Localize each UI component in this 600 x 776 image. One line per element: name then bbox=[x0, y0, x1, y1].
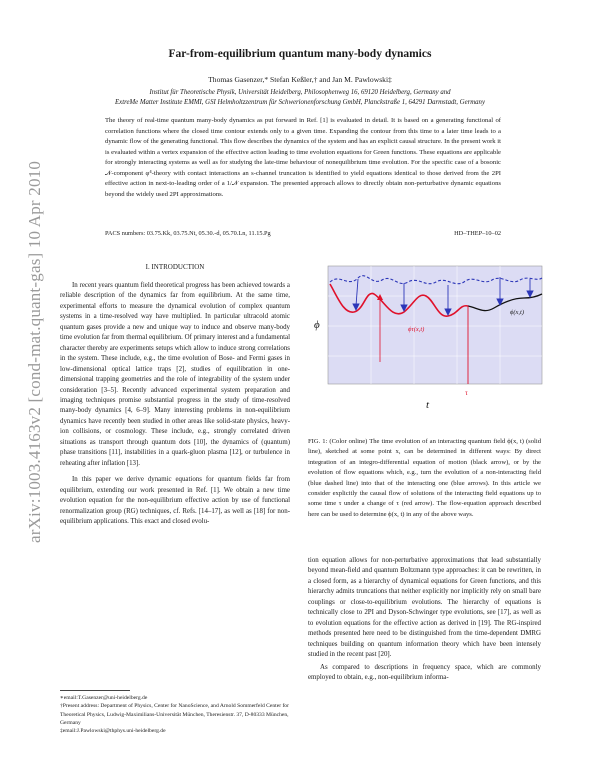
footnotes bbox=[60, 694, 290, 735]
y-axis-label: ϕ bbox=[314, 319, 320, 331]
paragraph: In this paper we derive dynamic equations for quantum fields far from equilibrium, extending our work presented in Ref. [1]. We obtain a new time evolution equation for the non-equilibrium effective action by use of functional renormalization group (RG) techniques, cf. Refs. [14–17], as well as [18] for non-equilibrium applications. This exact and closed evolu- bbox=[60, 476, 290, 525]
abstract: The theory of real-time quantum many-body dynamics as put forward in Ref. [1] is evaluated in detail. It is based on a generating functional of correlation functions where the closed time contour extends only to a given time. Expanding the contour from this time to a later time leads to a dynamic flow of the generating functional. This flow describes the dynamics of the system and has an explicit causal structure. In the present work it is evaluated within a vertex expansion of the effective action leading to time evolution equations for Green functions. These equations are applicable for strongly interacting systems as well as for studying the late-time behaviour of nonequilibrium time evolution. For the specific case of a bosonic 𝒩-component φ⁴-theory with contact interactions an s-channel truncation is identified to yield equations identical to those derived from the 2PI effective action in next-to-leading order of a 1/𝒩 expansion. The presented approach allows to directly obtain non-perturbative dynamic equations beyond the widely used 2PI approximations. bbox=[105, 117, 501, 198]
affiliation-emmi: ExtreMe Matter Institute EMMI, GSI Helmholtzzentrum für Schwerionenforschung GmbH, Planckstraße 1, 64291 Darmstadt, Germany bbox=[115, 99, 485, 106]
right-column bbox=[308, 556, 541, 683]
paragraph: In recent years quantum field theoretical progress has been achieved towards a reliable description of the dynamics far from equilibrium. At the same time, experimental efforts to measure the dynamical evolution of complex quantum systems in a time-resolved way have multiplied. In particular ultracold atomic quantum gases provide a new and unique way to induce and observe many-body time evolution far from thermal equilibrium. Of primary interest and a fundamental character thereby are experiments setups which allow to induce strong correlations in the system. These include, e.g., the time evolution of Bose- and Fermi gases in low-dimensional optical lattice traps [2], studies of equilibration in one-dimensional trapping geometries and the role of integrability of the system under consideration [3–5]. Recently advanced experimental system preparation and imaging techniques promise substantial progress in the study of time-resolved many-body dynamics [4, 6–9]. Many interesting problems in non-equilibrium dynamics have recently been studied in other areas like solid-state physics, heavy-ion collisions, or cosmology. These include, e.g., strongly correlated driven situations as transport through quantum dots [10], the dynamics of (quantum) phase transitions [11], instabilities in a quark-gluon plasma [12], or turbulence in reheating after inflation [13]. bbox=[60, 282, 290, 467]
paragraph: As compared to descriptions in frequency space, which are commonly employed to obtain, e.g., non-equilibrium informa- bbox=[308, 663, 541, 681]
figure-caption: FIG. 1: (Color online) The time evolution of an interacting quantum field ϕ(x, t) (solid line), sketched at some point x, can be determined in different ways: By direct integration of an integro-differential equation of motion (black arrow), or by the evolution of flow equations which, e.g., turn the evolution of a non-interacting field (blue dashed line) into that of the interacting one (blue arrows). In this article we consider explicitly the causal flow of solutions of the interacting field equations up to some time τ under a change of τ (red arrow). The flow-equation approach described here can be used to determine ϕ(x, t) in any of the above ways. bbox=[308, 438, 541, 518]
plot-area bbox=[328, 266, 542, 384]
footnote-email-pawlowski: ‡email:J.Pawlowski@thphys.uni-heidelberg.de bbox=[60, 728, 166, 735]
footnote-present-address: †Present address: Department of Physics, Center for NanoScience, and Arnold Sommerfeld Center for Theoretical Physics, Ludwig-Maximilians-Universität München, Theresienstr. 37, D-80333 München, Germany bbox=[60, 703, 289, 726]
footnote-email-gasenzer: ∗email:T.Gasenzer@uni-heidelberg.de bbox=[60, 695, 148, 701]
affiliation-heidelberg: Institut für Theoretische Physik, Universität Heidelberg, Philosophenweg 16, 69120 Heidelberg, Germany and bbox=[149, 89, 451, 96]
pacs-line bbox=[105, 230, 501, 237]
footnote-rule bbox=[60, 690, 130, 691]
pacs-numbers: PACS numbers: 03.75.Kk, 03.75.Nt, 05.30.-d, 05.70.Ln, 11.15.Pg bbox=[105, 230, 271, 237]
x-axis-label: t bbox=[426, 399, 430, 411]
tau-label: τ bbox=[465, 389, 468, 397]
left-column bbox=[60, 281, 290, 527]
section-heading: I. INTRODUCTION bbox=[145, 263, 205, 271]
report-number: HD–THEP–10–02 bbox=[454, 230, 501, 237]
arxiv-stamp: arXiv:1003.4163v2 [cond-mat.quant-gas] 10 Apr 2010 bbox=[25, 160, 44, 543]
author-list: Thomas Gasenzer,* Stefan Keßler,† and Jan M. Pawlowski‡ bbox=[208, 75, 392, 84]
paper-title: Far-from-equilibrium quantum many-body dynamics bbox=[168, 48, 432, 60]
curve-label-tau: ϕτ(x,t) bbox=[408, 326, 425, 333]
curve-label-right: ϕ(x,t) bbox=[510, 309, 525, 316]
paragraph: tion equation allows for non-perturbative approximations that lead substantially beyond mean-field and quantum Boltzmann type approaches: it can be rewritten, in a closed form, as a hierarchy of dynamical equations for Green functions, and this hierarchy admits truncations that neither explicitly nor implicitly rely on small bare couplings or close-to-equilibrium evolutions. The hierarchy of equations is technically close to 2PI and Dyson-Schwinger type evolutions, see [17], as well as to evolution equations for the effective action as derived in [19]. The RG-inspired methods presented here need to be distinguished from the time-dependent DMRG techniques building on quantum information theory which have been intensely studied in the recent past [20]. bbox=[308, 557, 541, 659]
figure-1 bbox=[308, 258, 544, 416]
